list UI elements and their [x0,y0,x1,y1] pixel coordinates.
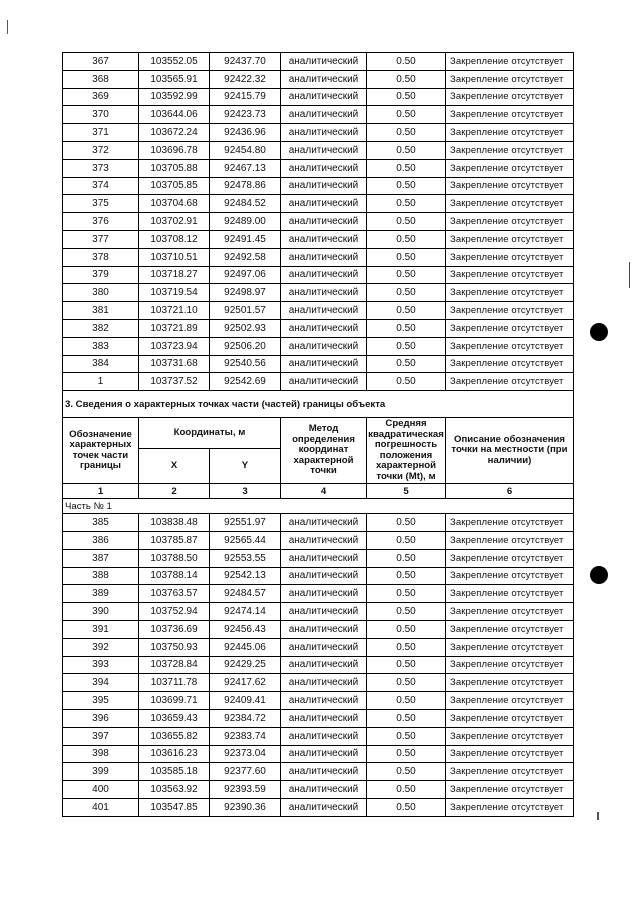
coordinates-table [62,52,574,817]
mt-value: 0.50 [367,798,446,816]
coord-x: 103736.69 [139,620,210,638]
point-number: 369 [63,88,139,106]
coord-y: 92436.96 [210,124,281,142]
coord-x: 103592.99 [139,88,210,106]
table-row [63,70,574,88]
coord-x: 103718.27 [139,266,210,284]
section-heading-row [63,391,574,418]
point-number: 391 [63,620,139,638]
point-number: 389 [63,585,139,603]
description: Закрепление отсутствует [446,106,574,124]
column-number: 2 [139,484,210,499]
coord-y: 92415.79 [210,88,281,106]
description: Закрепление отсутствует [446,763,574,781]
point-number: 371 [63,124,139,142]
mt-value: 0.50 [367,567,446,585]
mt-value: 0.50 [367,763,446,781]
coord-y: 92423.73 [210,106,281,124]
coord-y: 92377.60 [210,763,281,781]
mt-value: 0.50 [367,781,446,799]
description: Закрепление отсутствует [446,514,574,532]
coord-y: 92417.62 [210,674,281,692]
column-number: 6 [446,484,574,499]
point-number: 388 [63,567,139,585]
table-row [63,709,574,727]
header-point-label: Обозначение характерных точек части границы [63,418,139,484]
coord-x: 103565.91 [139,70,210,88]
table-row [63,531,574,549]
point-number: 401 [63,798,139,816]
point-number: 393 [63,656,139,674]
description: Закрепление отсутствует [446,567,574,585]
mt-value: 0.50 [367,230,446,248]
method: аналитический [281,638,367,656]
coord-y: 92474.14 [210,603,281,621]
mt-value: 0.50 [367,355,446,373]
coord-x: 103672.24 [139,124,210,142]
method: аналитический [281,70,367,88]
mt-value: 0.50 [367,514,446,532]
description: Закрепление отсутствует [446,213,574,231]
mt-value: 0.50 [367,709,446,727]
description: Закрепление отсутствует [446,373,574,391]
method: аналитический [281,531,367,549]
coord-y: 92540.56 [210,355,281,373]
section-title: 3. Сведения о характерных точках части (частей) границы объекта [63,391,574,418]
column-number: 5 [367,484,446,499]
mt-value: 0.50 [367,106,446,124]
coord-x: 103763.57 [139,585,210,603]
coord-y: 92383.74 [210,727,281,745]
coord-x: 103728.84 [139,656,210,674]
coord-y: 92373.04 [210,745,281,763]
coord-y: 92409.41 [210,692,281,710]
table-row [63,567,574,585]
table-row [63,195,574,213]
coord-y: 92467.13 [210,159,281,177]
method: аналитический [281,106,367,124]
description: Закрепление отсутствует [446,620,574,638]
table-row [63,763,574,781]
point-number: 376 [63,213,139,231]
mt-value: 0.50 [367,373,446,391]
mt-value: 0.50 [367,53,446,71]
method: аналитический [281,266,367,284]
table-row [63,620,574,638]
coord-x: 103552.05 [139,53,210,71]
point-number: 382 [63,319,139,337]
part-label: Часть № 1 [63,499,574,514]
table-row [63,355,574,373]
point-number: 387 [63,549,139,567]
point-number: 372 [63,141,139,159]
point-number: 375 [63,195,139,213]
method: аналитический [281,709,367,727]
method: аналитический [281,177,367,195]
mt-value: 0.50 [367,531,446,549]
method: аналитический [281,798,367,816]
point-number: 1 [63,373,139,391]
point-number: 395 [63,692,139,710]
column-number: 3 [210,484,281,499]
method: аналитический [281,567,367,585]
method: аналитический [281,373,367,391]
column-numbers-row [63,484,574,499]
coord-x: 103655.82 [139,727,210,745]
method: аналитический [281,656,367,674]
coord-x: 103616.23 [139,745,210,763]
mt-value: 0.50 [367,88,446,106]
table-row [63,674,574,692]
column-number: 4 [281,484,367,499]
mt-value: 0.50 [367,302,446,320]
method: аналитический [281,763,367,781]
description: Закрепление отсутствует [446,70,574,88]
point-number: 392 [63,638,139,656]
coord-x: 103708.12 [139,230,210,248]
table-row [63,284,574,302]
point-number: 377 [63,230,139,248]
point-number: 383 [63,337,139,355]
column-number: 1 [63,484,139,499]
header-row-1 [63,418,574,449]
description: Закрепление отсутствует [446,177,574,195]
description: Закрепление отсутствует [446,195,574,213]
mt-value: 0.50 [367,674,446,692]
table-row [63,781,574,799]
point-number: 378 [63,248,139,266]
description: Закрепление отсутствует [446,531,574,549]
coord-x: 103788.50 [139,549,210,567]
coord-x: 103585.18 [139,763,210,781]
description: Закрепление отсутствует [446,781,574,799]
description: Закрепление отсутствует [446,88,574,106]
mt-value: 0.50 [367,745,446,763]
method: аналитический [281,549,367,567]
description: Закрепление отсутствует [446,230,574,248]
point-number: 367 [63,53,139,71]
table-row [63,692,574,710]
mt-value: 0.50 [367,337,446,355]
header-mt: Средняя квадратическая погрешность положения характерной точки (Mt), м [368,418,444,482]
coord-x: 103705.88 [139,159,210,177]
mt-value: 0.50 [367,284,446,302]
description: Закрепление отсутствует [446,656,574,674]
header-method: Метод определения координат характерной точки [281,418,367,484]
table-row [63,106,574,124]
method: аналитический [281,195,367,213]
method: аналитический [281,692,367,710]
table-row [63,213,574,231]
table-row [63,88,574,106]
coord-x: 103721.89 [139,319,210,337]
description: Закрепление отсутствует [446,248,574,266]
point-number: 399 [63,763,139,781]
coord-x: 103710.51 [139,248,210,266]
description: Закрепление отсутствует [446,319,574,337]
coord-y: 92489.00 [210,213,281,231]
header-x: X [139,449,210,484]
method: аналитический [281,302,367,320]
coord-y: 92542.69 [210,373,281,391]
description: Закрепление отсутствует [446,585,574,603]
mt-value: 0.50 [367,585,446,603]
table-row [63,124,574,142]
method: аналитический [281,53,367,71]
table-row [63,248,574,266]
coord-x: 103644.06 [139,106,210,124]
mt-value: 0.50 [367,727,446,745]
method: аналитический [281,88,367,106]
method: аналитический [281,603,367,621]
mt-value: 0.50 [367,638,446,656]
part-label-row [63,499,574,514]
method: аналитический [281,284,367,302]
punch-hole-mark [590,323,608,341]
description: Закрепление отсутствует [446,302,574,320]
coord-x: 103699.71 [139,692,210,710]
coord-y: 92491.45 [210,230,281,248]
method: аналитический [281,230,367,248]
method: аналитический [281,124,367,142]
coord-x: 103737.52 [139,373,210,391]
table-row [63,603,574,621]
mt-value: 0.50 [367,603,446,621]
point-number: 400 [63,781,139,799]
description: Закрепление отсутствует [446,337,574,355]
description: Закрепление отсутствует [446,674,574,692]
header-coordinates: Координаты, м [139,418,281,449]
table-row [63,337,574,355]
mt-value: 0.50 [367,549,446,567]
coord-y: 92478.86 [210,177,281,195]
description: Закрепление отсутствует [446,355,574,373]
mt-value: 0.50 [367,177,446,195]
mt-value: 0.50 [367,656,446,674]
point-number: 370 [63,106,139,124]
scan-edge-mark [629,262,630,288]
coord-x: 103547.85 [139,798,210,816]
coord-x: 103785.87 [139,531,210,549]
coord-y: 92492.58 [210,248,281,266]
table-row [63,319,574,337]
mt-value: 0.50 [367,248,446,266]
mt-value: 0.50 [367,141,446,159]
coord-x: 103719.54 [139,284,210,302]
coord-x: 103721.10 [139,302,210,320]
description: Закрепление отсутствует [446,124,574,142]
table-row [63,638,574,656]
coord-x: 103723.94 [139,337,210,355]
point-number: 380 [63,284,139,302]
method: аналитический [281,781,367,799]
point-number: 384 [63,355,139,373]
coord-y: 92390.36 [210,798,281,816]
description: Закрепление отсутствует [446,709,574,727]
point-number: 386 [63,531,139,549]
method: аналитический [281,620,367,638]
header-y: Y [210,449,281,484]
mt-value: 0.50 [367,195,446,213]
point-number: 394 [63,674,139,692]
table-row [63,53,574,71]
mt-value: 0.50 [367,213,446,231]
description: Закрепление отсутствует [446,692,574,710]
table-row [63,549,574,567]
description: Закрепление отсутствует [446,141,574,159]
method: аналитический [281,248,367,266]
mt-value: 0.50 [367,266,446,284]
coord-y: 92565.44 [210,531,281,549]
header-description: Описание обозначения точки на местности (при наличии) [446,418,574,484]
description: Закрепление отсутствует [446,549,574,567]
coord-x: 103659.43 [139,709,210,727]
coord-y: 92498.97 [210,284,281,302]
coord-y: 92502.93 [210,319,281,337]
coord-x: 103563.92 [139,781,210,799]
point-number: 373 [63,159,139,177]
description: Закрепление отсутствует [446,638,574,656]
table-row [63,177,574,195]
coord-y: 92454.80 [210,141,281,159]
coord-x: 103750.93 [139,638,210,656]
point-number: 385 [63,514,139,532]
coord-y: 92456.43 [210,620,281,638]
table-row [63,141,574,159]
table-row [63,302,574,320]
table-row [63,373,574,391]
coord-y: 92551.97 [210,514,281,532]
coord-y: 92437.70 [210,53,281,71]
method: аналитический [281,159,367,177]
coord-y: 92484.57 [210,585,281,603]
point-number: 374 [63,177,139,195]
description: Закрепление отсутствует [446,603,574,621]
mt-value: 0.50 [367,159,446,177]
method: аналитический [281,745,367,763]
coord-x: 103752.94 [139,603,210,621]
coord-x: 103696.78 [139,141,210,159]
coord-y: 92553.55 [210,549,281,567]
description: Закрепление отсутствует [446,284,574,302]
point-number: 390 [63,603,139,621]
method: аналитический [281,674,367,692]
mt-value: 0.50 [367,620,446,638]
point-number: 397 [63,727,139,745]
coord-x: 103838.48 [139,514,210,532]
mt-value: 0.50 [367,124,446,142]
coord-y: 92497.06 [210,266,281,284]
table-row [63,745,574,763]
method: аналитический [281,141,367,159]
method: аналитический [281,355,367,373]
punch-hole-mark [590,566,608,584]
coord-x: 103702.91 [139,213,210,231]
mt-value: 0.50 [367,692,446,710]
table-row [63,656,574,674]
point-number: 398 [63,745,139,763]
method: аналитический [281,319,367,337]
description: Закрепление отсутствует [446,159,574,177]
coord-y: 92501.57 [210,302,281,320]
table-row [63,727,574,745]
table-row [63,266,574,284]
mt-value: 0.50 [367,319,446,337]
coord-y: 92506.20 [210,337,281,355]
coord-y: 92429.25 [210,656,281,674]
description: Закрепление отсутствует [446,798,574,816]
description: Закрепление отсутствует [446,745,574,763]
coord-y: 92484.52 [210,195,281,213]
coord-y: 92445.06 [210,638,281,656]
coord-x: 103705.85 [139,177,210,195]
coord-y: 92422.32 [210,70,281,88]
method: аналитический [281,213,367,231]
method: аналитический [281,727,367,745]
table-row [63,230,574,248]
coord-x: 103788.14 [139,567,210,585]
mt-value: 0.50 [367,70,446,88]
point-number: 379 [63,266,139,284]
table-row [63,585,574,603]
table-row [63,159,574,177]
method: аналитический [281,337,367,355]
coord-y: 92393.59 [210,781,281,799]
description: Закрепление отсутствует [446,727,574,745]
table-row [63,514,574,532]
table-row [63,798,574,816]
method: аналитический [281,514,367,532]
method: аналитический [281,585,367,603]
coord-x: 103711.78 [139,674,210,692]
scan-speck [7,20,8,34]
description: Закрепление отсутствует [446,266,574,284]
coord-y: 92384.72 [210,709,281,727]
coord-x: 103731.68 [139,355,210,373]
scan-speck [597,812,599,820]
description: Закрепление отсутствует [446,53,574,71]
point-number: 396 [63,709,139,727]
coord-x: 103704.68 [139,195,210,213]
coord-y: 92542.13 [210,567,281,585]
point-number: 381 [63,302,139,320]
point-number: 368 [63,70,139,88]
